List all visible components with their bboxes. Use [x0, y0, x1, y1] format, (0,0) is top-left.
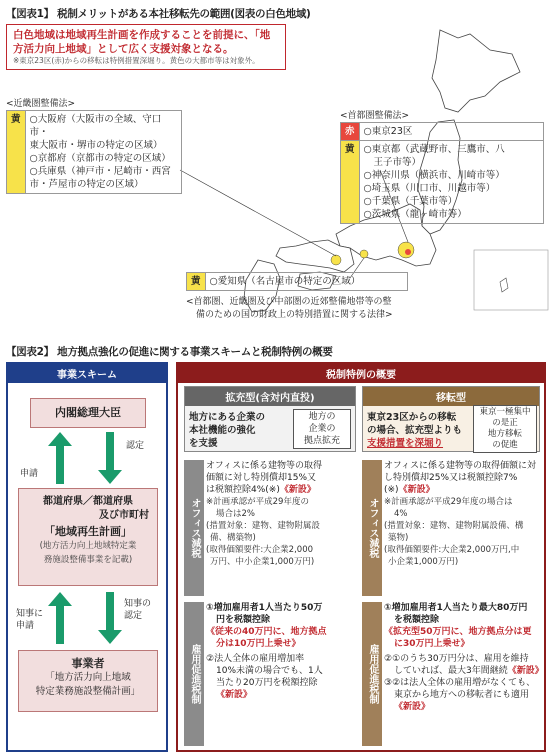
text-line: 10%未満の場合でも、1人	[216, 666, 323, 676]
tax-header: 税制特例の概要	[178, 364, 544, 383]
new-badge: 《新設》	[507, 666, 544, 676]
pref-plan: 「地域再生計画」	[44, 525, 132, 538]
chiji-shinsei-label	[16, 608, 43, 632]
label-line: 知事に	[16, 609, 44, 619]
shinsei-label: 申請	[20, 469, 39, 479]
list-item: ○大阪府（大阪市の全域、守口市・	[29, 114, 162, 138]
shuto-yellow-tag: 黄	[341, 141, 360, 224]
text-line: は税額控除4%(※)	[206, 485, 280, 495]
pref-sub: 務施設整備事業を記載)	[43, 555, 133, 565]
office-tax-label: オフィス減税	[189, 498, 200, 558]
text-line: 東京から地方への移転者にも適用	[394, 690, 530, 700]
business-sub: 「地方活力向上地域	[45, 672, 131, 683]
desc-line: の場合、拡充型よりも	[367, 425, 463, 436]
kakuju-koyo-text	[206, 602, 356, 701]
note-line: 築物)	[388, 533, 409, 543]
text-line: ③②は法人全体の雇用増がなくても、	[384, 678, 536, 688]
arrows-pm	[40, 430, 140, 486]
law-line: 備のための国の財政上の特別措置に関する法律>	[196, 310, 393, 320]
text-line: ①増加雇用者1人当たり最大80万円	[384, 603, 528, 613]
iten-desc	[367, 411, 462, 450]
iten-office-text	[384, 460, 544, 568]
tag-line: の是正	[492, 418, 518, 428]
desc-line: 本社機能の強化	[189, 425, 256, 436]
text-line: ①増加雇用者1人当たり50万	[206, 603, 323, 613]
chubu-item: ○愛知県（名古屋市の特定の区域）	[205, 273, 407, 291]
iten-box	[362, 386, 540, 452]
iten-office-label-bar	[362, 460, 382, 596]
text-line: 円を税額控除	[216, 615, 271, 625]
kakuju-tag	[293, 409, 351, 449]
figure1-title: 【図表1】 税制メリットがある本社移転先の範囲(図表の白色地域)	[6, 8, 311, 20]
text-line: オフィスに係る建物等の取得	[206, 461, 323, 471]
shuto-red-item: ○東京23区	[359, 123, 543, 141]
note-line: 4%	[394, 509, 408, 519]
iten-tag	[473, 405, 537, 453]
desc-line: を支援	[189, 438, 218, 449]
kakuju-koyo-label-bar	[184, 602, 204, 746]
business-box	[18, 650, 158, 712]
law-line: <首都圏、近畿圏及び中部圏の近郊整備地帯等の整	[186, 297, 392, 307]
note-line: 小企業1,000万円)	[388, 557, 459, 567]
note-line: (取得価額要件:大企業2,000万円,中	[384, 545, 520, 555]
tag-line: 拠点拡充	[303, 436, 340, 446]
shuto-legend-title: <首都圏整備法>	[340, 111, 410, 121]
text-line: に30万円上乗せ》	[394, 639, 470, 649]
employment-tax-label: 雇用促進税制	[367, 644, 378, 704]
pref-line: 及び市町村	[99, 510, 149, 521]
kinki-legend-table	[6, 110, 182, 194]
label-line: 知事の	[124, 599, 152, 609]
text-line: 価額に対し特別償却15%又	[206, 473, 317, 483]
callout-line: 方活力向上地域」として広く支援対象となる。	[13, 43, 234, 55]
new-badge: 《新設》	[216, 690, 253, 700]
nintei-label: 認定	[126, 441, 145, 451]
chiji-nintei-label	[124, 598, 151, 622]
tokyo-23-red-region	[405, 249, 411, 255]
kakuju-box	[184, 386, 356, 452]
kinki-yellow-tag: 黄	[7, 111, 26, 194]
note-line: (取得価額要件:大企業2,000	[206, 545, 314, 555]
tag-line: 地方の	[308, 412, 336, 422]
iten-koyo-label-bar	[362, 602, 382, 746]
text-line: していれば、最大3年間継続	[394, 666, 508, 676]
office-tax-label: オフィス減税	[367, 498, 378, 558]
desc-line: 支援措置を深堀り	[367, 438, 444, 449]
note-line: (措置対象：建物、建物附属設備、構	[384, 521, 524, 531]
note-line: 備、構築物)	[210, 533, 256, 543]
chubu-yellow-tag: 黄	[187, 273, 206, 291]
scheme-header: 事業スキーム	[8, 364, 166, 383]
text-line: 当たり20万円を税額控除	[216, 678, 318, 688]
tag-line: 地方移転	[487, 429, 522, 439]
tag-line: 東京一極集中	[479, 407, 531, 417]
pref-line: 都道府県／都道府県	[43, 496, 133, 507]
aichi-yellow-region	[360, 250, 368, 258]
list-item: 東大阪市・堺市の特定の区域）	[29, 140, 163, 151]
business-title: 事業者	[71, 657, 105, 670]
new-badge: 《新設》	[394, 702, 431, 712]
kakuju-office-text	[206, 460, 356, 568]
note-line: 万円、中小企業1,000万円)	[210, 557, 315, 567]
business-sub: 特定業務施設整備計画」	[35, 686, 141, 697]
label-line: 認定	[124, 611, 143, 621]
employment-tax-label: 雇用促進税制	[189, 644, 200, 704]
desc-line: 東京23区からの移転	[367, 412, 457, 423]
up-arrow-icon	[48, 432, 72, 484]
kakuju-office-label-bar	[184, 460, 204, 596]
iten-koyo-text	[384, 602, 544, 713]
list-item: ○東京都（武蔵野市、三鷹市、八	[363, 144, 505, 155]
iten-header: 移転型	[363, 387, 539, 406]
hokkaido-shape	[432, 30, 520, 112]
desc-line: 地方にある企業の	[189, 412, 266, 423]
list-item: 市・芦屋市の特定の区域）	[29, 179, 144, 190]
note-line: (措置対象：建物、建物附属設	[206, 521, 320, 531]
pref-sub: (地方活力向上地域特定業	[39, 541, 137, 551]
kinki-items	[25, 111, 181, 194]
label-line: 申請	[16, 621, 35, 631]
kinki-yellow-region	[331, 255, 341, 265]
list-item: ○兵庫県（神戸市・尼崎市・西宮	[29, 166, 171, 177]
text-line: 《拡充型50万円に、地方拠点分は更	[384, 627, 532, 637]
text-line: ②①のうち30万円分は、雇用を維持	[384, 654, 529, 664]
new-badge: 《新設》	[279, 485, 316, 495]
prefecture-box	[18, 488, 158, 586]
shuto-legend-table	[340, 122, 544, 224]
text-line: ②法人全体の雇用増加率	[206, 654, 305, 664]
tag-line: の促進	[492, 440, 518, 450]
list-item: ○千葉県（千葉市等）	[363, 196, 458, 207]
shuto-items	[359, 141, 543, 224]
down-arrow-icon	[98, 592, 122, 644]
text-line: を税額控除	[394, 615, 440, 625]
chubu-legend-table	[186, 272, 408, 291]
pm-box: 内閣総理大臣	[30, 398, 146, 428]
text-line: し特別償却25%又は税額控除7%	[384, 473, 518, 483]
list-item: ○埼玉県（川口市、川越市等）	[363, 183, 496, 194]
text-line: オフィスに係る建物等の取得価額に対	[384, 461, 537, 471]
note-line: 場合は2%	[216, 509, 255, 519]
figure2-title: 【図表2】 地方拠点強化の促進に関する事業スキームと税制特例の概要	[6, 346, 333, 358]
note-line: ※計画承認が平成29年度の場合は	[384, 497, 513, 507]
new-badge: 《新設》	[398, 485, 435, 495]
kakuju-desc	[189, 411, 265, 450]
list-item: ○茨城県（龍ヶ崎市等）	[363, 209, 467, 220]
list-item: 王子市等）	[373, 157, 422, 168]
down-arrow-icon	[98, 432, 122, 484]
text-line: 分は10万円上乗せ》	[216, 639, 301, 649]
kakuju-header: 拡充型(含対内直投)	[185, 387, 355, 406]
callout-line: 白色地域は地域再生計画を作成することを前提に、「地	[13, 29, 271, 41]
callout-note: ※東京23区(赤)からの移転は特例措置深堀り。黄色の大都市等は対象外。	[13, 56, 260, 65]
text-line: (※)	[384, 485, 399, 495]
note-line: ※計画承認が平成29年度の	[206, 497, 309, 507]
law-caption	[186, 296, 393, 322]
text-line: 《従来の40万円に、地方拠点	[206, 627, 327, 637]
up-arrow-icon	[48, 592, 72, 644]
tag-line: 企業の	[308, 424, 336, 434]
shuto-red-tag: 赤	[341, 123, 360, 141]
list-item: ○神奈川県（横浜市、川崎市等）	[363, 170, 505, 181]
kinki-legend-title: <近畿圏整備法>	[6, 99, 76, 109]
list-item: ○京都府（京都市の特定の区域）	[29, 153, 171, 164]
